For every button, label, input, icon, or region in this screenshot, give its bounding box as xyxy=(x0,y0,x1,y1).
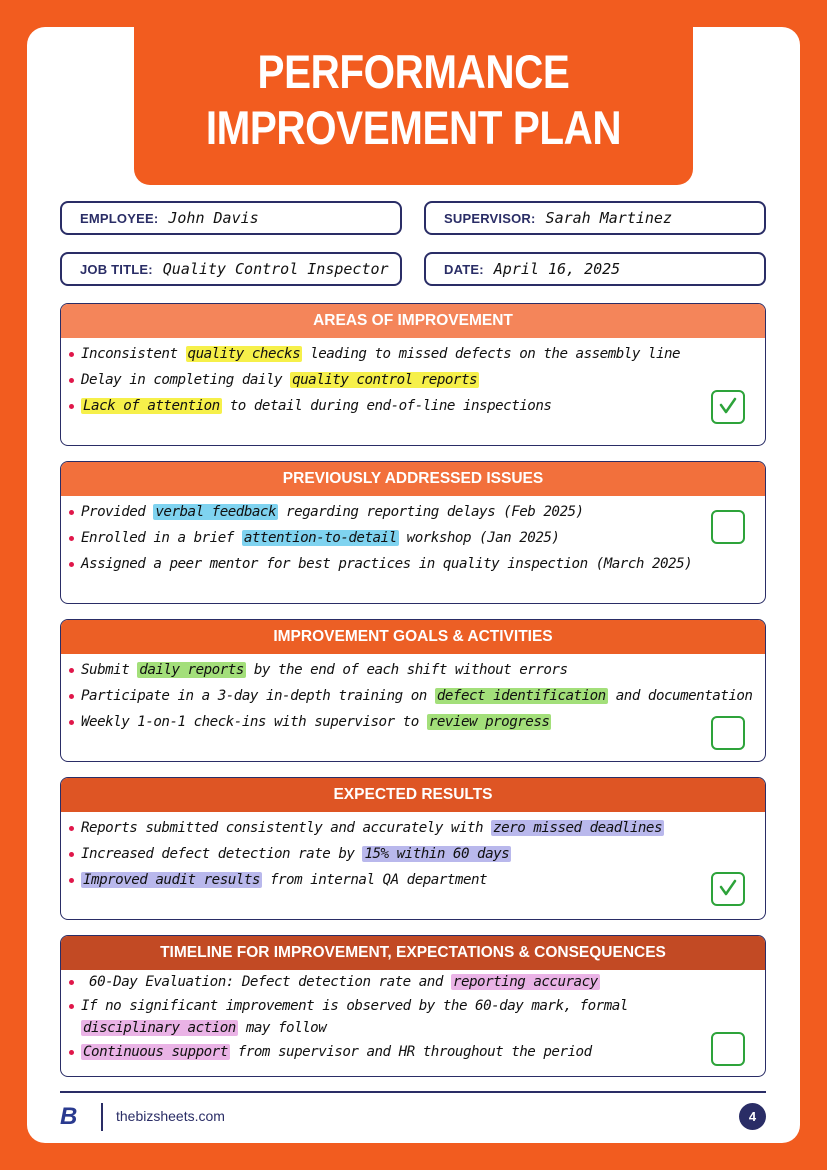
list-item xyxy=(69,1044,592,1060)
highlighted-text: attention-to-detail xyxy=(243,530,397,546)
highlighted-text: quality checks xyxy=(187,346,301,362)
list-item xyxy=(69,714,551,730)
job-title-label: JOB TITLE: xyxy=(80,261,153,277)
checked-checkbox[interactable] xyxy=(711,872,745,906)
item-text: by the end of each shift without errors xyxy=(245,662,568,678)
item-text: regarding reporting delays (Feb 2025) xyxy=(278,504,584,520)
bizsheets-logo: B xyxy=(60,1103,78,1130)
bullet-icon xyxy=(69,694,74,699)
section-areas-of-improvement xyxy=(60,303,766,446)
empty-checkbox[interactable] xyxy=(711,510,745,544)
list-item xyxy=(69,688,752,704)
bullet-icon xyxy=(69,668,74,673)
item-text: Increased defect detection rate by xyxy=(81,846,363,862)
list-item xyxy=(69,820,664,836)
list-item xyxy=(69,974,600,990)
item-text: to detail during end-of-line inspections xyxy=(221,398,552,414)
bullet-icon xyxy=(69,1004,74,1009)
footer-divider xyxy=(60,1091,766,1093)
employee-label: EMPLOYEE: xyxy=(80,210,159,226)
bullet-icon xyxy=(69,720,74,725)
highlighted-text: Continuous support xyxy=(83,1044,228,1060)
highlighted-text: review progress xyxy=(428,714,550,730)
date-value: April 16, 2025 xyxy=(493,260,621,278)
list-item xyxy=(69,662,568,678)
item-text: from internal QA department xyxy=(261,872,488,888)
title-line-2: IMPROVEMENT PLAN xyxy=(205,101,622,154)
highlighted-text: quality control reports xyxy=(292,372,478,388)
highlighted-text: zero missed deadlines xyxy=(493,820,662,836)
bullet-icon xyxy=(69,826,74,831)
highlighted-text: Improved audit results xyxy=(83,872,260,888)
highlighted-text: 15% within 60 days xyxy=(364,846,510,862)
empty-checkbox[interactable] xyxy=(711,716,745,750)
item-text: Delay in completing daily xyxy=(81,372,291,388)
bullet-icon xyxy=(69,852,74,857)
list-item xyxy=(69,504,584,520)
item-text: Provided xyxy=(81,504,154,520)
footer-separator xyxy=(101,1103,103,1131)
bullet-icon xyxy=(69,980,74,985)
item-text: If no significant improvement is observed by the 60-day mark, formal xyxy=(81,998,628,1014)
title-line-1: PERFORMANCE xyxy=(257,45,570,98)
list-item xyxy=(69,846,511,862)
highlighted-text: verbal feedback xyxy=(155,504,276,520)
employee-field[interactable] xyxy=(60,201,402,235)
supervisor-field[interactable] xyxy=(424,201,766,235)
section-improvement-goals xyxy=(60,619,766,762)
section-header: PREVIOUSLY ADDRESSED ISSUES xyxy=(61,462,765,496)
footer-site[interactable]: thebizsheets.com xyxy=(116,1108,225,1124)
supervisor-value: Sarah Martinez xyxy=(545,209,672,227)
list-item xyxy=(69,398,551,414)
highlighted-text: defect identification xyxy=(436,688,606,704)
item-text: Submit xyxy=(81,662,138,678)
list-item xyxy=(69,346,680,362)
empty-checkbox[interactable] xyxy=(711,1032,745,1066)
highlighted-text: reporting accuracy xyxy=(452,974,598,990)
item-text: workshop (Jan 2025) xyxy=(398,530,560,546)
section-header: AREAS OF IMPROVEMENT xyxy=(61,304,765,338)
item-text: Weekly 1-on-1 check-ins with supervisor to xyxy=(81,714,427,730)
item-text: Participate in a 3-day in-depth training on xyxy=(81,688,435,704)
item-text: Inconsistent xyxy=(81,346,186,362)
highlighted-text: Lack of attention xyxy=(83,398,220,414)
item-text: leading to missed defects on the assembly line xyxy=(302,346,681,362)
employee-value: John Davis xyxy=(168,209,259,227)
checkmark-icon xyxy=(718,878,738,898)
item-text: from supervisor and HR throughout the period xyxy=(229,1044,592,1060)
item-text: Assigned a peer mentor for best practices in quality inspection (March 2025) xyxy=(81,556,693,572)
bullet-icon xyxy=(69,404,74,409)
job-title-field[interactable] xyxy=(60,252,402,286)
list-item xyxy=(69,998,628,1014)
date-field[interactable] xyxy=(424,252,766,286)
list-item xyxy=(69,1020,326,1036)
checked-checkbox[interactable] xyxy=(711,390,745,424)
list-item xyxy=(69,530,559,546)
section-expected-results xyxy=(60,777,766,920)
section-header: TIMELINE FOR IMPROVEMENT, EXPECTATIONS & CONSEQUENCES xyxy=(61,936,765,970)
bullet-icon xyxy=(69,562,74,567)
bullet-icon xyxy=(69,878,74,883)
item-text: may follow xyxy=(237,1020,327,1036)
section-previously-addressed-issues xyxy=(60,461,766,604)
section-header: EXPECTED RESULTS xyxy=(61,778,765,812)
item-text: Reports submitted consistently and accurately with xyxy=(81,820,492,836)
item-text: Enrolled in a brief xyxy=(81,530,242,546)
bullet-icon xyxy=(69,536,74,541)
item-text: and documentation xyxy=(607,688,753,704)
bullet-icon xyxy=(69,352,74,357)
section-header: IMPROVEMENT GOALS & ACTIVITIES xyxy=(61,620,765,654)
supervisor-label: SUPERVISOR: xyxy=(444,210,536,226)
section-timeline xyxy=(60,935,766,1077)
list-item xyxy=(69,556,692,572)
bullet-icon xyxy=(69,1050,74,1055)
job-title-value: Quality Control Inspector xyxy=(162,260,389,278)
checkmark-icon xyxy=(718,396,738,416)
list-item xyxy=(69,372,479,388)
bullet-icon xyxy=(69,378,74,383)
highlighted-text: disciplinary action xyxy=(83,1020,236,1036)
page-title xyxy=(173,44,654,156)
item-text: 60-Day Evaluation: Defect detection rate and xyxy=(81,974,451,990)
bullet-icon xyxy=(69,510,74,515)
date-label: DATE: xyxy=(444,261,484,277)
highlighted-text: daily reports xyxy=(139,662,244,678)
list-item xyxy=(69,872,487,888)
page-number: 4 xyxy=(739,1103,766,1130)
